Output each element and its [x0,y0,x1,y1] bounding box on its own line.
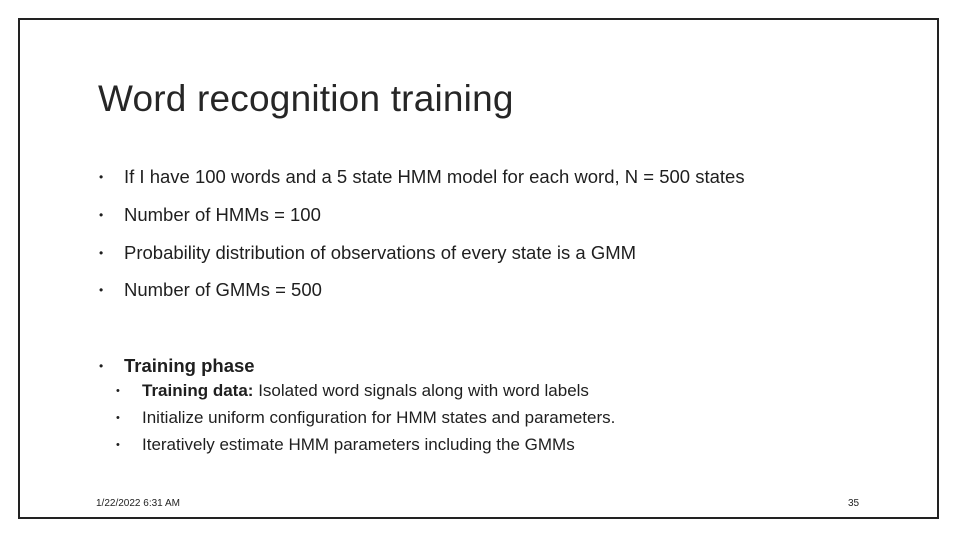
sub-bullet-item [116,381,589,401]
bullet-item-training-phase [99,355,255,377]
bullet-item [99,204,321,226]
bullet-item [99,279,322,301]
bullet-icon: • [99,359,104,373]
sub-bullet-icon: • [116,412,120,424]
sub-bullet-icon: • [116,439,120,451]
sub-bullet-icon: • [116,385,120,397]
sub-bullet-item [116,435,575,455]
bullet-text: Probability distribution of observations of every state is a GMM [124,242,637,263]
sub-bullet-text: Isolated word signals along with word labels [253,381,589,400]
bullet-text: If I have 100 words and a 5 state HMM model for each word, N = 500 states [124,166,745,187]
bullet-icon: • [99,208,104,222]
slide-number: 35 [848,498,860,509]
bullet-icon: • [99,246,104,260]
bullet-item [99,242,636,264]
slide-title: Word recognition training [98,78,514,119]
bullet-icon: • [99,283,104,297]
bullet-text: Number of GMMs = 500 [124,279,322,300]
sub-bullet-bold-text: Training data: [142,381,254,400]
sub-bullet-text: Iteratively estimate HMM parameters including the GMMs [142,435,575,454]
sub-bullet-item [116,408,615,428]
bullet-text: Number of HMMs = 100 [124,204,321,225]
footer-date: 1/22/2022 6:31 AM [96,498,180,509]
bullet-item [99,166,745,188]
training-phase-heading: Training phase [124,355,255,376]
sub-bullet-text: Initialize uniform configuration for HMM states and parameters. [142,408,616,427]
bullet-icon: • [99,170,104,184]
